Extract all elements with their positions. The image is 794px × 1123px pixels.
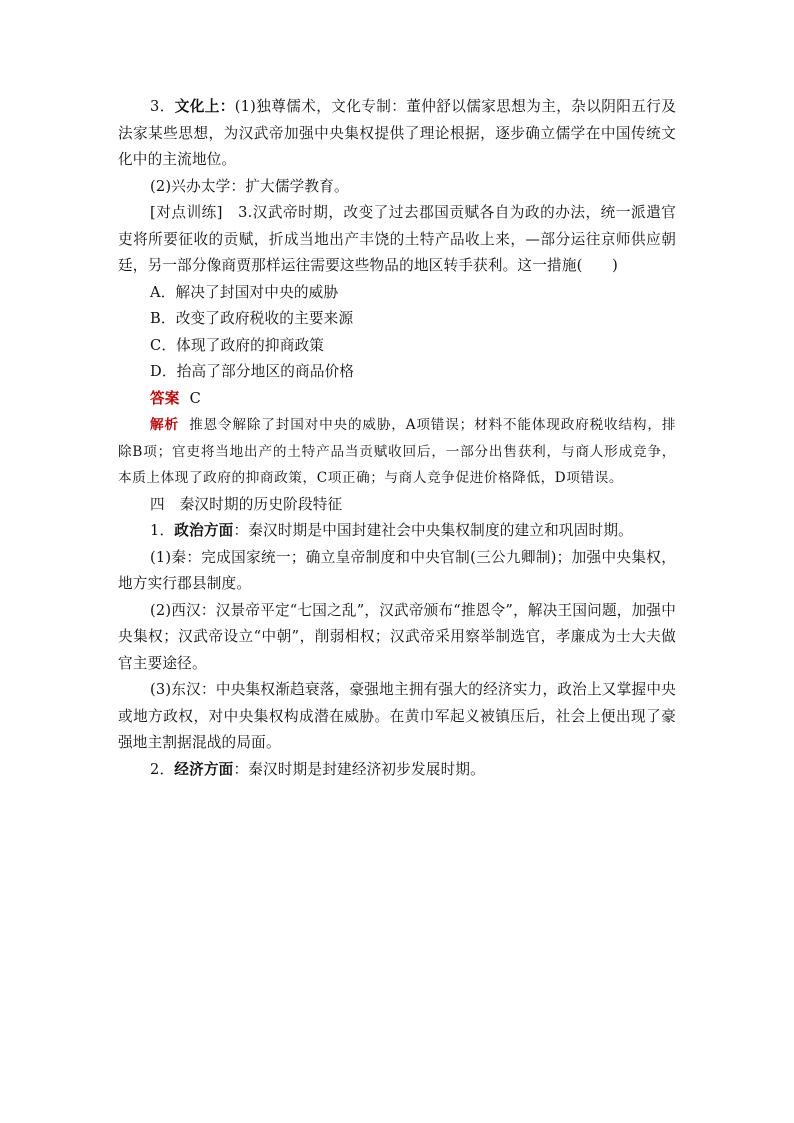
politics-heading: 政治方面	[174, 522, 234, 539]
option-a: A．解决了封国对中央的威胁	[150, 283, 339, 301]
exercise-question	[118, 200, 676, 280]
culture-number: 3．	[150, 98, 175, 115]
analysis-label: 解析	[150, 417, 179, 433]
donghan-paragraph: (3)东汉：中央集权渐趋衰落，豪强地主拥有强大的经济实力，政治上又掌握中央或地方政权，对中央集权构成潜在威胁。在黄巾军起义被镇压后，社会上便出现了豪强地主割据混战的局面。	[118, 681, 676, 751]
answer-line	[118, 386, 676, 413]
analysis-paragraph	[118, 412, 676, 492]
culture-heading: 文化上：	[174, 98, 235, 115]
answer-label: 答案	[150, 389, 180, 407]
politics-number: 1．	[150, 522, 175, 539]
part4-title: 四 秦汉时期的历史阶段特征	[150, 495, 343, 513]
exercise-question-text: 3.汉武帝时期，改变了过去郡国贡赋各自为政的办法，统一派遣官吏将所要征收的贡赋，折成当地出产丰饶的土特产品收上来，—部分运往京师供应朝廷，另一部分像商贾那样运往需要这些物品的地区转手获利。这一措施( )	[118, 204, 676, 274]
culture-text: (1)独尊儒术，文化专制：董仲舒以儒家思想为主，杂以阴阳五行及法家某些思想，为汉武帝加强中央集权提供了理论根据，逐步确立儒学在中国传统文化中的主流地位。	[118, 98, 677, 168]
exercise-tag: [对点训练]	[150, 204, 223, 221]
culture-paragraph	[118, 94, 676, 174]
taixue-paragraph: (2)兴办太学：扩大儒学教育。	[150, 177, 349, 195]
politics-text: ：秦汉时期是中国封建社会中央集权制度的建立和巩固时期。	[233, 522, 633, 539]
xihan-paragraph: (2)西汉：汉景帝平定“七国之乱”，汉武帝颁布“推恩令”，解决王国问题，加强中央集权；汉武帝设立“中朝”，削弱相权；汉武帝采用察举制选官，孝廉成为士大夫做官主要途径。	[118, 601, 676, 672]
qin-paragraph: (1)秦：完成国家统一；确立皇帝制度和中央官制(三公九卿制)；加强中央集权，地方实行郡县制度。	[118, 548, 676, 592]
economy-paragraph	[118, 757, 676, 784]
option-c: C．体现了政府的抑商政策	[150, 336, 325, 354]
economy-heading: 经济方面	[174, 760, 234, 778]
economy-text: ：秦汉时期是封建经济初步发展时期。	[233, 760, 485, 778]
analysis-text: 推恩令解除了封国对中央的威胁，A项错误；材料不能体现政府税收结构，排除B项；官吏将当地出产的土特产品当贡赋收回后，一部分出售获利，与商人形成竞争，本质上体现了政府的抑商政策，C项正确；与商人竞争促进价格降低，D项错误。	[118, 417, 677, 486]
answer-value: C	[189, 389, 201, 407]
option-b: B．改变了政府税收的主要来源	[150, 310, 354, 327]
document-body	[118, 94, 676, 783]
politics-paragraph	[118, 518, 676, 545]
economy-number: 2．	[150, 760, 175, 778]
option-d: D．抬高了部分地区的商品价格	[150, 363, 355, 380]
